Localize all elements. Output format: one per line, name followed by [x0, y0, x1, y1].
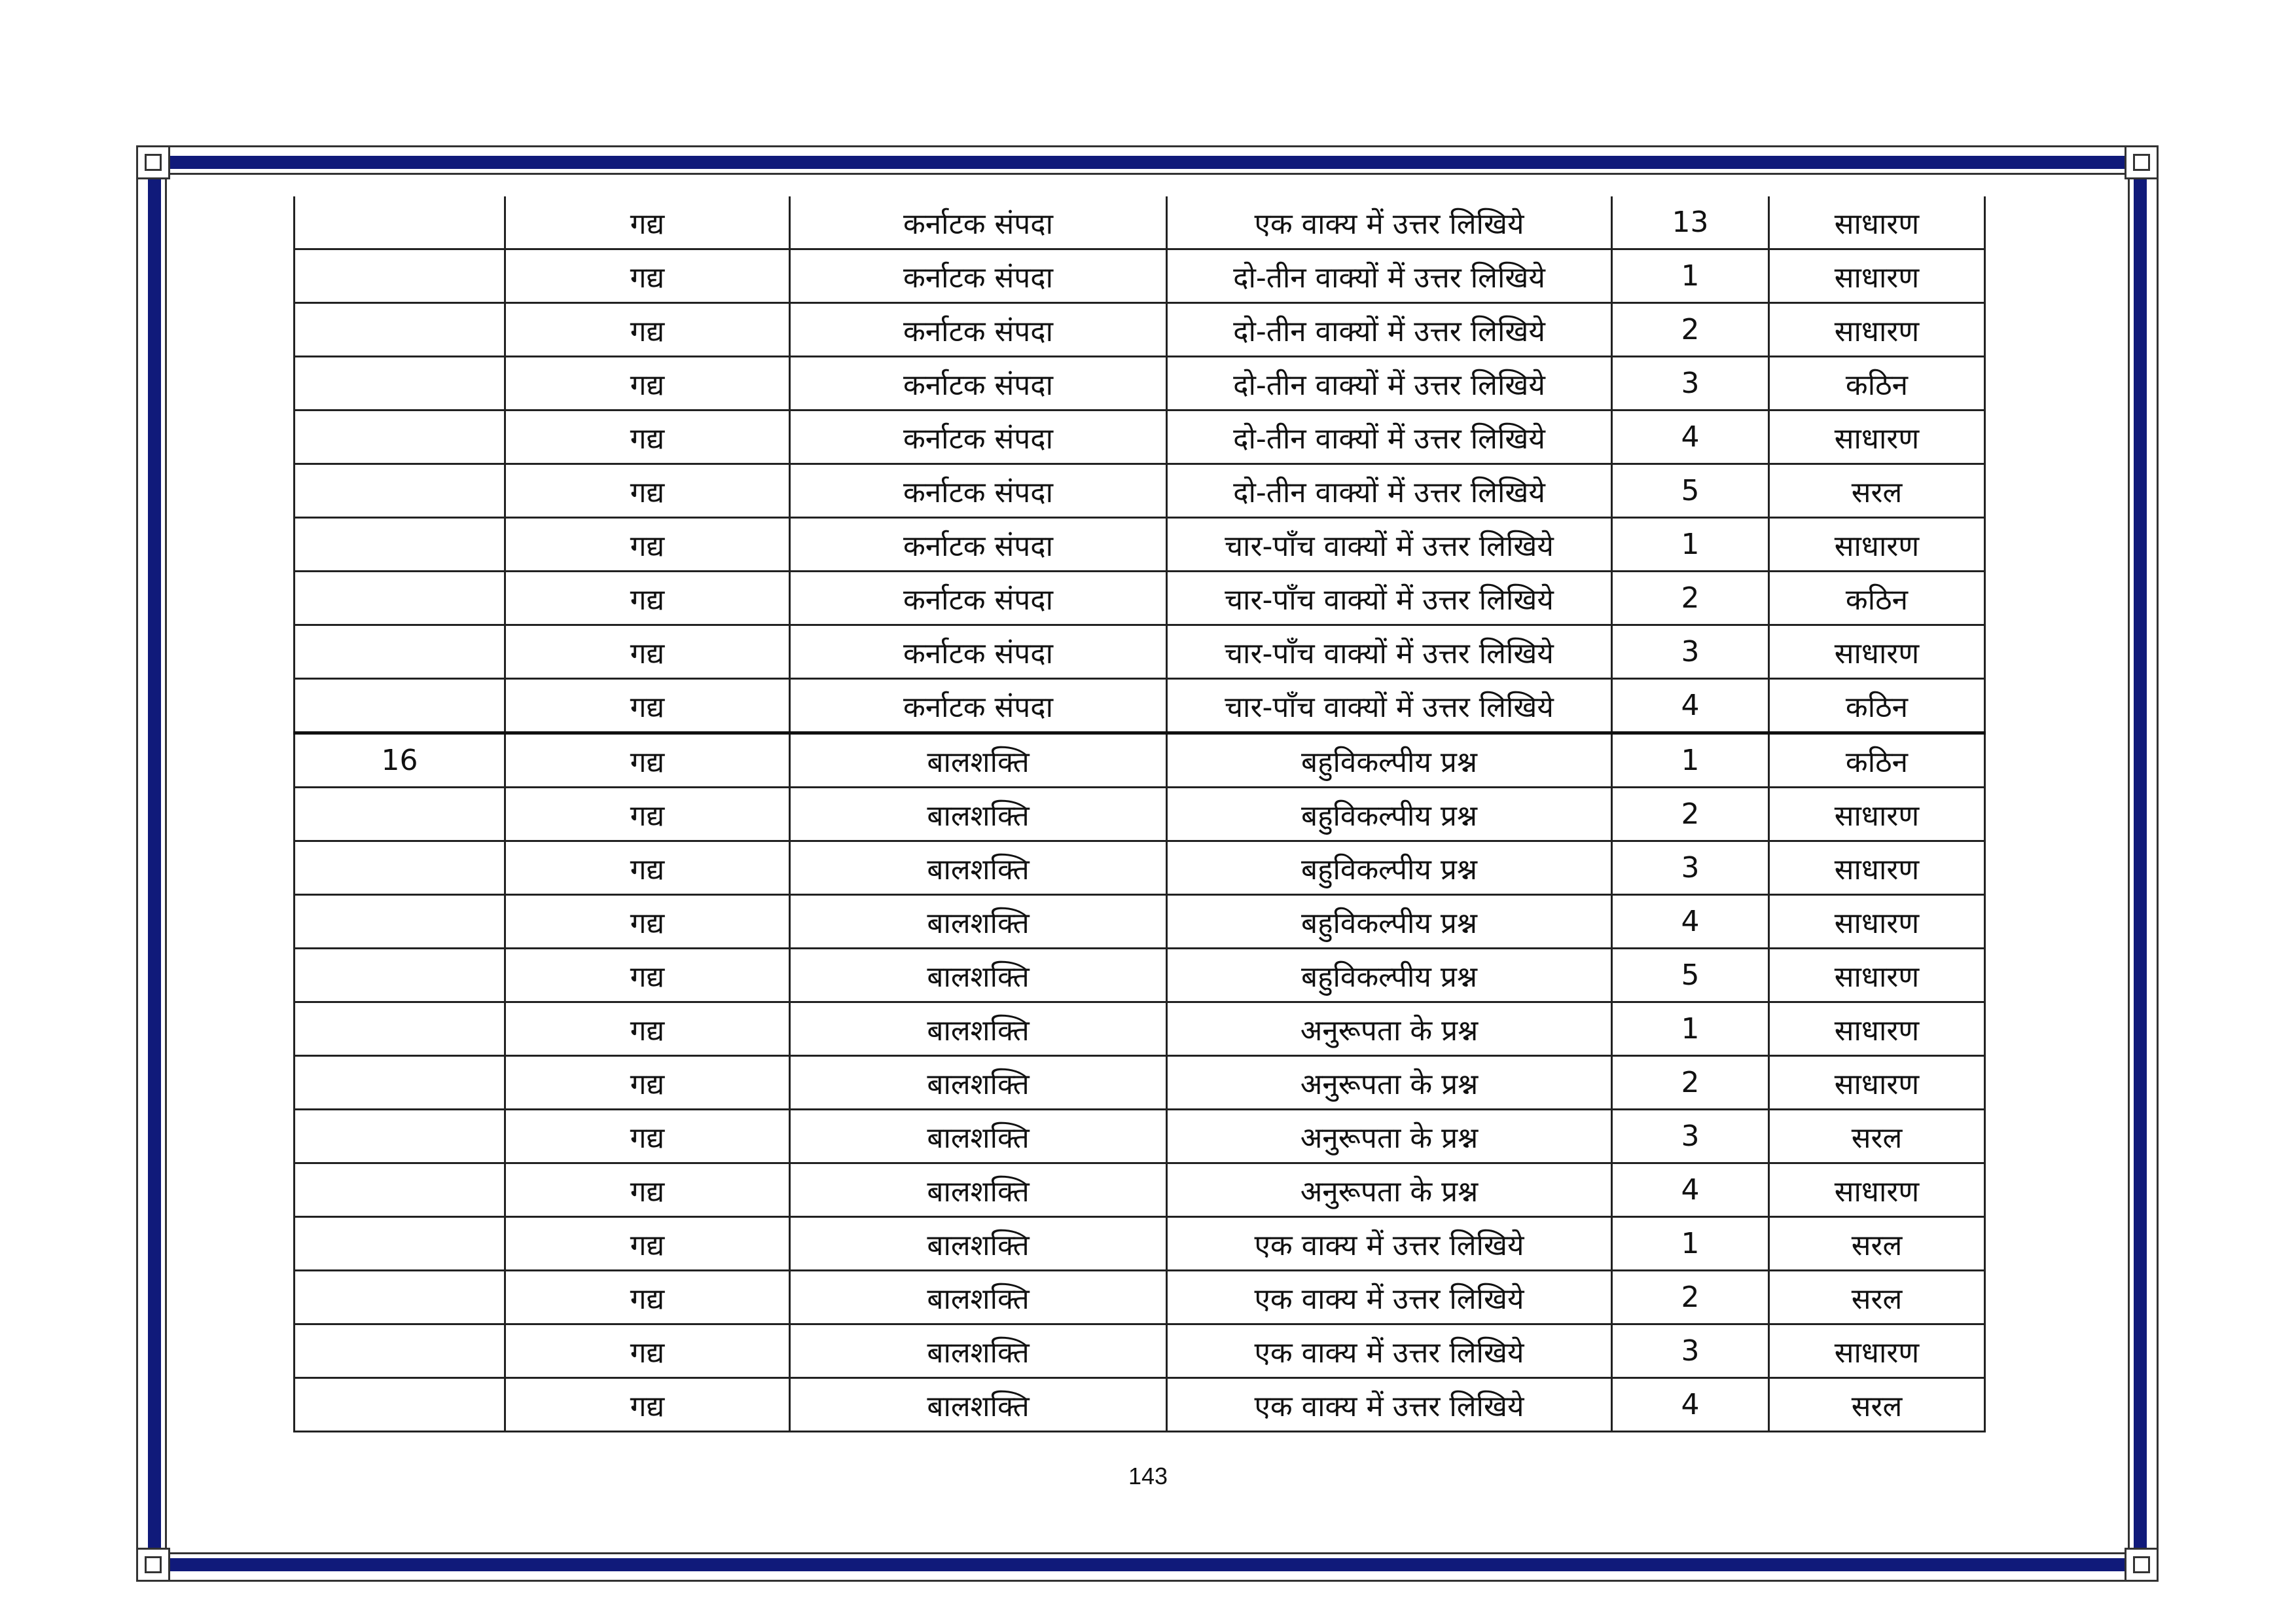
difficulty-cell: साधारण	[1769, 249, 1985, 303]
row-number-cell: 16	[295, 733, 505, 788]
row-number-cell	[295, 1217, 505, 1271]
table-row	[295, 572, 1985, 625]
table-row	[295, 410, 1985, 464]
row-number-cell	[295, 679, 505, 733]
lesson-cell: कर्नाटक संपदा	[790, 572, 1167, 625]
difficulty-cell: साधारण	[1769, 303, 1985, 357]
table-row	[295, 1271, 1985, 1324]
lesson-cell: कर्नाटक संपदा	[790, 196, 1167, 249]
question-number-cell: 3	[1612, 625, 1769, 679]
question-type-cell: बहुविकल्पीय प्रश्न	[1167, 733, 1612, 788]
row-number-cell	[295, 895, 505, 949]
lesson-cell: बालशक्ति	[790, 1271, 1167, 1324]
question-number-cell: 4	[1612, 1378, 1769, 1432]
genre-cell: गद्य	[505, 788, 790, 841]
table-row	[295, 357, 1985, 410]
lesson-cell: बालशक्ति	[790, 1002, 1167, 1056]
difficulty-cell: कठिन	[1769, 733, 1985, 788]
difficulty-cell: साधारण	[1769, 1002, 1985, 1056]
difficulty-cell: कठिन	[1769, 357, 1985, 410]
difficulty-cell: कठिन	[1769, 679, 1985, 733]
difficulty-cell: सरल	[1769, 1110, 1985, 1163]
difficulty-cell: सरल	[1769, 1378, 1985, 1432]
row-number-cell	[295, 196, 505, 249]
difficulty-cell: साधारण	[1769, 625, 1985, 679]
question-number-cell: 3	[1612, 841, 1769, 895]
row-number-cell	[295, 841, 505, 895]
lesson-cell: बालशक्ति	[790, 1378, 1167, 1432]
corner-ornament-top-right	[2125, 145, 2159, 179]
lesson-cell: बालशक्ति	[790, 788, 1167, 841]
table-row	[295, 1002, 1985, 1056]
question-type-cell: चार-पाँच वाक्यों में उत्तर लिखिये	[1167, 679, 1612, 733]
row-number-cell	[295, 1324, 505, 1378]
genre-cell: गद्य	[505, 1002, 790, 1056]
question-number-cell: 3	[1612, 1110, 1769, 1163]
lesson-cell: बालशक्ति	[790, 1163, 1167, 1217]
table-row	[295, 1324, 1985, 1378]
genre-cell: गद्य	[505, 249, 790, 303]
question-type-cell: चार-पाँच वाक्यों में उत्तर लिखिये	[1167, 518, 1612, 572]
question-table	[293, 196, 1986, 1432]
genre-cell: गद्य	[505, 303, 790, 357]
question-number-cell: 1	[1612, 1217, 1769, 1271]
genre-cell: गद्य	[505, 1217, 790, 1271]
question-type-cell: एक वाक्य में उत्तर लिखिये	[1167, 1324, 1612, 1378]
difficulty-cell: साधारण	[1769, 949, 1985, 1002]
question-number-cell: 2	[1612, 1271, 1769, 1324]
lesson-cell: कर्नाटक संपदा	[790, 464, 1167, 518]
question-table-body	[295, 196, 1985, 1432]
difficulty-cell: साधारण	[1769, 196, 1985, 249]
lesson-cell: कर्नाटक संपदा	[790, 679, 1167, 733]
lesson-cell: कर्नाटक संपदा	[790, 303, 1167, 357]
difficulty-cell: साधारण	[1769, 410, 1985, 464]
genre-cell: गद्य	[505, 1271, 790, 1324]
genre-cell: गद्य	[505, 733, 790, 788]
lesson-cell: कर्नाटक संपदा	[790, 625, 1167, 679]
row-number-cell	[295, 1378, 505, 1432]
question-number-cell: 13	[1612, 196, 1769, 249]
table-row	[295, 949, 1985, 1002]
genre-cell: गद्य	[505, 1163, 790, 1217]
question-type-cell: बहुविकल्पीय प्रश्न	[1167, 895, 1612, 949]
row-number-cell	[295, 357, 505, 410]
row-number-cell	[295, 572, 505, 625]
question-number-cell: 5	[1612, 949, 1769, 1002]
question-number-cell: 3	[1612, 1324, 1769, 1378]
lesson-cell: बालशक्ति	[790, 1217, 1167, 1271]
question-number-cell: 2	[1612, 1056, 1769, 1110]
genre-cell: गद्य	[505, 464, 790, 518]
lesson-cell: कर्नाटक संपदा	[790, 518, 1167, 572]
question-number-cell: 4	[1612, 679, 1769, 733]
question-type-cell: एक वाक्य में उत्तर लिखिये	[1167, 196, 1612, 249]
question-type-cell: अनुरूपता के प्रश्न	[1167, 1056, 1612, 1110]
lesson-cell: बालशक्ति	[790, 949, 1167, 1002]
question-type-cell: एक वाक्य में उत्तर लिखिये	[1167, 1217, 1612, 1271]
table-row	[295, 196, 1985, 249]
table-row	[295, 1217, 1985, 1271]
table-row	[295, 249, 1985, 303]
table-row	[295, 841, 1985, 895]
genre-cell: गद्य	[505, 949, 790, 1002]
table-row	[295, 733, 1985, 788]
difficulty-cell: साधारण	[1769, 788, 1985, 841]
question-type-cell: दो-तीन वाक्यों में उत्तर लिखिये	[1167, 464, 1612, 518]
corner-ornament-top-left	[136, 145, 170, 179]
question-number-cell: 4	[1612, 1163, 1769, 1217]
question-type-cell: अनुरूपता के प्रश्न	[1167, 1163, 1612, 1217]
row-number-cell	[295, 1163, 505, 1217]
lesson-cell: कर्नाटक संपदा	[790, 249, 1167, 303]
difficulty-cell: सरल	[1769, 464, 1985, 518]
question-number-cell: 1	[1612, 249, 1769, 303]
row-number-cell	[295, 518, 505, 572]
question-number-cell: 1	[1612, 518, 1769, 572]
row-number-cell	[295, 1271, 505, 1324]
question-type-cell: दो-तीन वाक्यों में उत्तर लिखिये	[1167, 357, 1612, 410]
question-type-cell: चार-पाँच वाक्यों में उत्तर लिखिये	[1167, 625, 1612, 679]
question-number-cell: 2	[1612, 572, 1769, 625]
question-type-cell: दो-तीन वाक्यों में उत्तर लिखिये	[1167, 303, 1612, 357]
genre-cell: गद्य	[505, 1324, 790, 1378]
difficulty-cell: सरल	[1769, 1217, 1985, 1271]
lesson-cell: बालशक्ति	[790, 1324, 1167, 1378]
difficulty-cell: साधारण	[1769, 1324, 1985, 1378]
difficulty-cell: साधारण	[1769, 1163, 1985, 1217]
question-type-cell: बहुविकल्पीय प्रश्न	[1167, 841, 1612, 895]
difficulty-cell: साधारण	[1769, 841, 1985, 895]
row-number-cell	[295, 949, 505, 1002]
difficulty-cell: साधारण	[1769, 518, 1985, 572]
genre-cell: गद्य	[505, 841, 790, 895]
genre-cell: गद्य	[505, 1378, 790, 1432]
row-number-cell	[295, 464, 505, 518]
table-row	[295, 464, 1985, 518]
lesson-cell: कर्नाटक संपदा	[790, 410, 1167, 464]
genre-cell: गद्य	[505, 625, 790, 679]
row-number-cell	[295, 1056, 505, 1110]
genre-cell: गद्य	[505, 196, 790, 249]
lesson-cell: बालशक्ति	[790, 841, 1167, 895]
corner-ornament-bottom-right	[2125, 1548, 2159, 1582]
question-type-cell: बहुविकल्पीय प्रश्न	[1167, 949, 1612, 1002]
genre-cell: गद्य	[505, 1110, 790, 1163]
question-number-cell: 2	[1612, 788, 1769, 841]
question-number-cell: 3	[1612, 357, 1769, 410]
row-number-cell	[295, 1002, 505, 1056]
lesson-cell: बालशक्ति	[790, 1056, 1167, 1110]
genre-cell: गद्य	[505, 410, 790, 464]
genre-cell: गद्य	[505, 679, 790, 733]
lesson-cell: बालशक्ति	[790, 1110, 1167, 1163]
row-number-cell	[295, 303, 505, 357]
difficulty-cell: कठिन	[1769, 572, 1985, 625]
question-number-cell: 4	[1612, 410, 1769, 464]
genre-cell: गद्य	[505, 1056, 790, 1110]
row-number-cell	[295, 410, 505, 464]
row-number-cell	[295, 249, 505, 303]
table-row	[295, 1378, 1985, 1432]
lesson-cell: बालशक्ति	[790, 895, 1167, 949]
question-type-cell: बहुविकल्पीय प्रश्न	[1167, 788, 1612, 841]
difficulty-cell: साधारण	[1769, 1056, 1985, 1110]
genre-cell: गद्य	[505, 518, 790, 572]
table-row	[295, 518, 1985, 572]
question-number-cell: 1	[1612, 1002, 1769, 1056]
table-row	[295, 895, 1985, 949]
table-row	[295, 1056, 1985, 1110]
lesson-cell: बालशक्ति	[790, 733, 1167, 788]
genre-cell: गद्य	[505, 895, 790, 949]
question-type-cell: एक वाक्य में उत्तर लिखिये	[1167, 1271, 1612, 1324]
question-number-cell: 5	[1612, 464, 1769, 518]
genre-cell: गद्य	[505, 572, 790, 625]
table-row	[295, 625, 1985, 679]
question-type-cell: अनुरूपता के प्रश्न	[1167, 1002, 1612, 1056]
question-number-cell: 2	[1612, 303, 1769, 357]
row-number-cell	[295, 625, 505, 679]
row-number-cell	[295, 788, 505, 841]
lesson-cell: कर्नाटक संपदा	[790, 357, 1167, 410]
table-row	[295, 679, 1985, 733]
table-row	[295, 788, 1985, 841]
page-number: 143	[1128, 1463, 1168, 1489]
question-type-cell: दो-तीन वाक्यों में उत्तर लिखिये	[1167, 249, 1612, 303]
table-row	[295, 1110, 1985, 1163]
question-type-cell: अनुरूपता के प्रश्न	[1167, 1110, 1612, 1163]
question-type-cell: एक वाक्य में उत्तर लिखिये	[1167, 1378, 1612, 1432]
difficulty-cell: साधारण	[1769, 895, 1985, 949]
question-number-cell: 1	[1612, 733, 1769, 788]
row-number-cell	[295, 1110, 505, 1163]
corner-ornament-bottom-left	[136, 1548, 170, 1582]
table-row	[295, 1163, 1985, 1217]
question-number-cell: 4	[1612, 895, 1769, 949]
table-row	[295, 303, 1985, 357]
difficulty-cell: सरल	[1769, 1271, 1985, 1324]
question-type-cell: दो-तीन वाक्यों में उत्तर लिखिये	[1167, 410, 1612, 464]
genre-cell: गद्य	[505, 357, 790, 410]
question-type-cell: चार-पाँच वाक्यों में उत्तर लिखिये	[1167, 572, 1612, 625]
